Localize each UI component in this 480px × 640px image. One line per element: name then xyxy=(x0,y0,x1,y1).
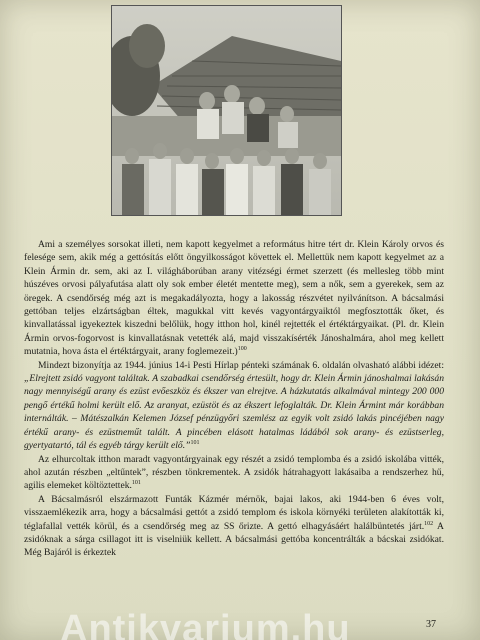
paragraph xyxy=(24,359,444,453)
footnote-ref: 101 xyxy=(131,480,141,487)
page-number: 37 xyxy=(426,619,436,630)
group-photo-icon xyxy=(112,6,341,215)
paragraph xyxy=(24,493,444,560)
quotation: „Elrejtett zsidó vagyont találtak. A szabadkai csendőrség értesült, hogy dr. Klein Ármin jánoshalmai lakásán nagy mennyiségű arany és ezüst evőeszköz és ékszer van elrejtve. A házkutatás alkalmával mintegy 200 000 pengő értékű holmi került elő. Az aranyat, ezüstöt és az ékszert lefoglalták. Dr. Klein Ármint már korábban internálták. – Mátészalkán Kelemen József pénzügyőri szemlész az egyik volt zsidó lakás pincéjében nagy értékű arany- és ezüstneműt talált. A pincében elásott hatalmas ládából sok arany- és ezüstserleg, gyertyatartó, tál és egyéb tárgy került elő.” xyxy=(24,373,444,452)
paragraph-text: A Bácsalmásról elszármazott Funták Kázmér mérnök, bajai lakos, aki 1944-ben 6 éves volt, visszaemlékezik arra, hogy a bácsalmási gettót a zsidó templom és iskola környéki területen alakították ki, téglafallal vették körül, és a csendőrség meg az SS őrizte. A gettó elhagyásáért halálbüntetés járt. xyxy=(24,493,444,532)
paragraph xyxy=(24,453,444,493)
watermark: Antikvarium.hu xyxy=(60,608,351,640)
paragraph-text: Mindezt bizonyítja az 1944. június 14-i Pesti Hírlap pénteki számának 6. oldalán olvasható alábbi idézet: xyxy=(38,359,444,371)
paragraph-text: Az elhurcoltak itthon maradt vagyontárgyainak egy részét a zsidó templomba és a zsidó iskolába vitték, ahol azután részben „eltűntek”, részben tönkrementek. A zsidók hátrahagyott lakásaiba a rendszerhez hű, agilis elemeket költöztettek. xyxy=(24,453,444,492)
group-photo xyxy=(111,5,342,216)
paragraph-text: Ami a személyes sorsokat illeti, nem kapott kegyelmet a református hitre tért dr. Klein Károly orvos és felesége sem, akik még a gettósítás előtt öngyilkosságot követtek el. Mellettük nem kapott kegyelmet az a Klein Ármin dr. sem, aki az I. világháborúban arany vitézségi érmet szerzett (és mellesleg több mint húszéves orvosi pályafutása alatt oly sok ember életét mentette meg), sem a nők, sem a gyerekek, sem az öregek. A csendőrség még azt is megakadályozta, hogy a lakosság részvétet nyilvánítson. A bácsalmási gettóban teljes elzártságban éltek, magukkal vitt kevés vagyontárgyaiktól megfosztották őket, és kinvallatással igyekeztek kiszedni belőlük, hogy itthon hol, kinél rejtették el értéktárgyaikat. (Pl. dr. Klein Ármin orvos-fogorvost is kinvallatásnak vetették alá, majd visszakísérték Jánoshalmára, ahol meg kellett mutatnia, hova ásta el értéktárgyait, arany foglemezeit.) xyxy=(24,239,444,358)
body-text xyxy=(24,238,444,560)
footnote-ref: 102 xyxy=(424,520,434,527)
footnote-ref: 100 xyxy=(237,346,247,353)
paragraph-text: A zsidóknak a sárga csillagot itt is viselniük kellett. A bácsalmási gettóba koncentrálták a bácskai zsidókat. Még Bajáról is érkeztek xyxy=(24,520,444,559)
paragraph xyxy=(24,238,444,359)
footnote-ref: 101 xyxy=(190,439,200,446)
